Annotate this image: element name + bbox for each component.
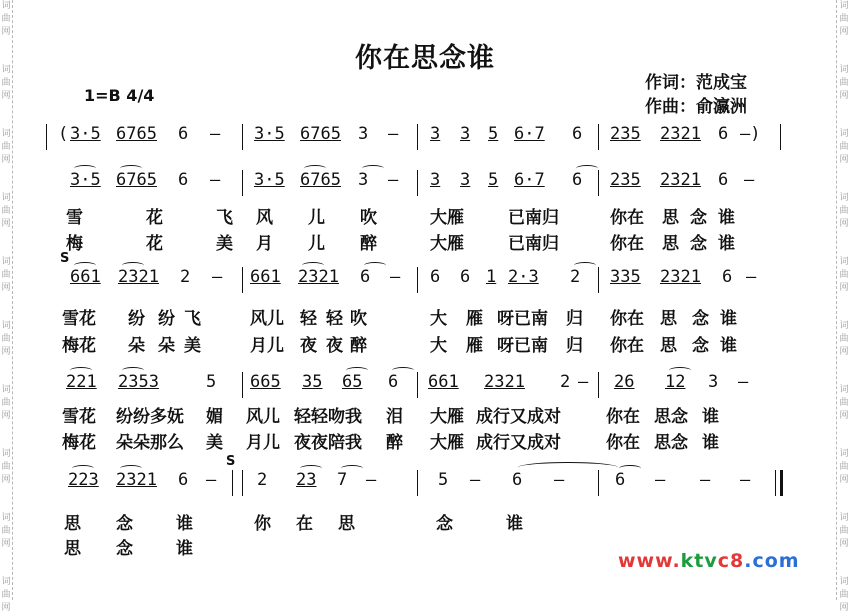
slur-mark [669,367,691,374]
bar-line [598,170,599,196]
lyric-text: 念 [692,336,709,356]
right-dashed-border [836,0,837,600]
note: 35 [302,372,323,392]
note: 2321 [660,170,701,190]
lyric-text: 谁 [176,539,193,559]
lyric-text: 念 [690,234,707,254]
slur-mark [341,465,363,472]
note: 661 [70,267,101,287]
lyric-text: 呀已南 [497,336,548,356]
note: — [206,470,217,490]
lyric-text: 大 [430,309,447,329]
note: — [738,372,749,392]
side-watermark-text: 词 曲 网 [839,1,849,37]
note: — [388,124,399,144]
lyric-text: 美 [206,433,223,453]
lyric-text: 思 [338,514,355,534]
watermark-part-4: .com [744,550,800,572]
note: 26 [614,372,635,392]
lyric-text: 思 [64,514,81,534]
note: 223 [68,470,99,490]
lyric-text: 思念 [654,433,688,453]
note: 7 [337,470,348,490]
lyric-text: 成行又成对 [476,433,561,453]
lyric-text: 朵 [128,336,145,356]
note: 6 [360,267,371,287]
side-watermark-text: 词 曲 网 [1,193,11,229]
note: 235 [610,124,641,144]
lyric-text: 美 [184,336,201,356]
lyric-text: 雁 [466,336,483,356]
note: — [210,124,221,144]
note: 2 [180,267,191,287]
lyric-text: 念 [436,514,453,534]
lyric-text: 大雁 [430,433,464,453]
lyric-text: 朵朵那么 [116,433,184,453]
note: 2·3 [508,267,539,287]
note: 5 [488,124,499,144]
lyric-text: 月儿 [246,433,280,453]
note: 235 [610,170,641,190]
note: — [744,170,755,190]
lyric-text: 醉 [386,433,403,453]
note: — [740,470,751,490]
lyric-text: 成行又成对 [476,407,561,427]
note: — [470,470,481,490]
note: ( [58,124,69,144]
watermark-part-1: www. [618,550,681,572]
slur-mark [120,165,142,172]
lyric-text: 大雁 [430,208,464,228]
note: 6 [572,170,583,190]
note: 23 [296,470,317,490]
lyric-text: 雁 [466,309,483,329]
note: — [746,267,757,287]
lyric-text: 飞 [216,208,233,228]
lyric-text: 谁 [702,407,719,427]
site-watermark [618,550,800,572]
note: 661 [428,372,459,392]
note: — [578,372,589,392]
lyric-text: 大雁 [430,407,464,427]
slur-mark [70,367,92,374]
side-watermark-text: 词 曲 网 [1,449,11,485]
bar-line [417,124,418,150]
lyric-text: 泪 [386,407,403,427]
lyric-text: 你在 [610,309,644,329]
note: — [366,470,377,490]
note: 3 [460,124,471,144]
slur-mark [74,262,96,269]
note: 3·5 [254,124,285,144]
note: 3 [358,124,369,144]
note: 3 [460,170,471,190]
note: 5 [206,372,217,392]
side-watermark-text: 词 曲 网 [1,1,11,37]
note: 2 [257,470,268,490]
note: 3·5 [70,124,101,144]
note: 6 [178,170,189,190]
lyric-text: 思 [662,234,679,254]
lyric-text: 纷纷多妩 [116,407,184,427]
note: 2 [570,267,581,287]
slur-mark [300,465,322,472]
note: 335 [610,267,641,287]
score-row [0,168,850,196]
slur-mark [122,262,144,269]
side-watermark-text: 词 曲 网 [1,129,11,165]
lyric-text: 你在 [610,234,644,254]
side-watermark-text: 词 曲 网 [839,257,849,293]
lyric-text: 谁 [720,336,737,356]
note: 12 [665,372,686,392]
lyric-text: 轻轻吻我 [294,407,362,427]
lyric-text: 夜 [300,336,317,356]
lyric-text: 媚 [206,407,223,427]
lyric-text: 轻 [326,309,343,329]
note: 2321 [484,372,525,392]
lyric-text: 念 [116,514,133,534]
note: — [700,470,711,490]
slur-mark [576,165,598,172]
lyric-text: 念 [116,539,133,559]
slur-mark [122,367,144,374]
lyric-text: 谁 [702,433,719,453]
note: 665 [250,372,281,392]
note: — [210,170,221,190]
lyric-text: 醉 [360,234,377,254]
song-title: 你在思念谁 [355,43,495,74]
note: 6 [722,267,733,287]
lyric-text: 你 [254,514,271,534]
lyric-text: 在 [296,514,313,534]
note: 6 [718,170,729,190]
note: 2321 [660,124,701,144]
lyric-text: 已南归 [508,234,559,254]
end-bar-line [775,470,776,496]
note: 6765 [116,170,157,190]
side-watermark-text: 词 曲 网 [839,449,849,485]
lyric-text: 梅 [66,234,83,254]
bar-line [780,124,781,150]
bar-line [232,470,233,496]
note: 3 [430,170,441,190]
lyric-text: 思 [660,336,677,356]
side-watermark-text: 词 曲 网 [839,321,849,357]
note: 65 [342,372,363,392]
note: 3 [358,170,369,190]
lyric-text: 归 [566,336,583,356]
bar-line [598,124,599,150]
note: 3 [708,372,719,392]
bar-line [598,470,599,496]
note: 6 [430,267,441,287]
note: — [212,267,223,287]
bar-line [242,124,243,150]
note: — [554,470,565,490]
score-row [0,122,850,150]
side-watermark-text: 词 曲 网 [1,257,11,293]
side-watermark-text: 词 曲 网 [1,513,11,549]
composer-credit: 作曲：俞瀛洲 [645,97,747,117]
lyric-text: 纷 [128,309,145,329]
slur-mark [364,262,386,269]
note: 5 [438,470,449,490]
lyric-text: 你在 [606,407,640,427]
lyric-text: 风儿 [250,309,284,329]
lyric-text: 朵 [158,336,175,356]
note: 6 [460,267,471,287]
lyric-text: 雪 [66,208,83,228]
lyric-text: 谁 [718,234,735,254]
slur-mark [74,165,96,172]
lyric-text: 夜夜陪我 [294,433,362,453]
note: 661 [250,267,281,287]
note: 2353 [118,372,159,392]
note: 6 [178,124,189,144]
lyric-text: 呀已南 [497,309,548,329]
lyric-text: 月儿 [250,336,284,356]
lyric-text: 念 [692,309,709,329]
segno-sign: S [60,251,70,266]
note: 2321 [118,267,159,287]
watermark-part-3: c8 [717,550,745,572]
note: — [655,470,666,490]
lyric-text: 思 [660,309,677,329]
slur-mark [304,165,326,172]
note: 6765 [116,124,157,144]
note: 6 [178,470,189,490]
watermark-part-2: ktv [680,550,718,572]
lyric-text: 风儿 [246,407,280,427]
note: 6765 [300,170,341,190]
lyric-text: 谁 [718,208,735,228]
lyric-text: 花 [146,208,163,228]
note: — [390,267,401,287]
key-signature: 1=B 4/4 [84,86,155,105]
slur-mark [120,465,142,472]
lyric-text: 思念 [654,407,688,427]
side-watermark-text: 词 曲 网 [839,65,849,101]
lyric-text: 思 [64,539,81,559]
lyric-text: 你在 [606,433,640,453]
note: 3 [430,124,441,144]
lyric-text: 风 [256,208,273,228]
lyric-text: 夜 [326,336,343,356]
side-watermark-text: 词 曲 网 [1,577,11,613]
note: 6 [388,372,399,392]
segno-sign: S [226,454,236,469]
lyric-text: 你在 [610,208,644,228]
slur-mark [574,262,596,269]
note: 6765 [300,124,341,144]
note: 2321 [298,267,339,287]
note: 1 [486,267,497,287]
note: 6 [718,124,729,144]
side-watermark-text: 词 曲 网 [1,385,11,421]
bar-line [598,372,599,398]
note: 6·7 [514,124,545,144]
lyric-text: 已南归 [508,208,559,228]
lyric-text: 你在 [610,336,644,356]
bar-line [417,372,418,398]
bar-line [242,372,243,398]
side-watermark-text: 词 曲 网 [839,577,849,613]
lyric-text: 念 [690,208,707,228]
side-watermark-text: 词 曲 网 [1,321,11,357]
lyric-text: 梅花 [62,336,96,356]
note: 6 [512,470,523,490]
note: 3·5 [70,170,101,190]
lyric-text: 吹 [360,208,377,228]
note: 3·5 [254,170,285,190]
side-watermark-text: 词 曲 网 [1,65,11,101]
bar-line [417,267,418,293]
score-row [0,370,850,398]
side-watermark-text: 词 曲 网 [839,193,849,229]
lyric-text: 雪花 [62,407,96,427]
side-watermark-text: 词 曲 网 [839,129,849,165]
left-dashed-border [12,0,13,600]
lyric-text: 大 [430,336,447,356]
score-row [0,251,850,293]
note: —) [740,124,761,144]
bar-line [598,267,599,293]
slur-mark [362,165,384,172]
lyric-text: 谁 [506,514,523,534]
lyric-text: 月 [256,234,273,254]
note: 6 [572,124,583,144]
slur-mark [346,367,368,374]
side-watermark-text: 词 曲 网 [839,385,849,421]
note: 5 [488,170,499,190]
bar-line [242,267,243,293]
lyric-text: 思 [662,208,679,228]
slur-mark [392,367,414,374]
lyric-text: 飞 [184,309,201,329]
lyric-text: 美 [216,234,233,254]
lyric-text: 吹 [350,309,367,329]
lyric-text: 雪花 [62,309,96,329]
bar-line [417,170,418,196]
lyric-text: 谁 [176,514,193,534]
side-watermark-text: 词 曲 网 [839,513,849,549]
lyric-text: 归 [566,309,583,329]
lyric-text: 花 [146,234,163,254]
bar-line [46,124,47,150]
lyric-text: 梅花 [62,433,96,453]
lyric-text: 谁 [720,309,737,329]
note: 221 [66,372,97,392]
bar-line [417,470,418,496]
lyric-text: 儿 [308,234,325,254]
note: 2321 [660,267,701,287]
slur-mark [302,262,324,269]
lyricist-credit: 作词：范成宝 [645,73,747,93]
note: 2 [560,372,571,392]
lyric-text: 大雁 [430,234,464,254]
slur-mark [72,465,94,472]
note: — [388,170,399,190]
bar-line [242,170,243,196]
tie-mark [518,462,618,473]
note: 6 [615,470,626,490]
note: 2321 [116,470,157,490]
lyric-text: 儿 [308,208,325,228]
lyric-text: 纷 [158,309,175,329]
bar-line [780,470,783,496]
bar-line [242,470,243,496]
lyric-text: 醉 [350,336,367,356]
lyric-text: 轻 [300,309,317,329]
note: 6·7 [514,170,545,190]
slur-mark [619,465,641,472]
